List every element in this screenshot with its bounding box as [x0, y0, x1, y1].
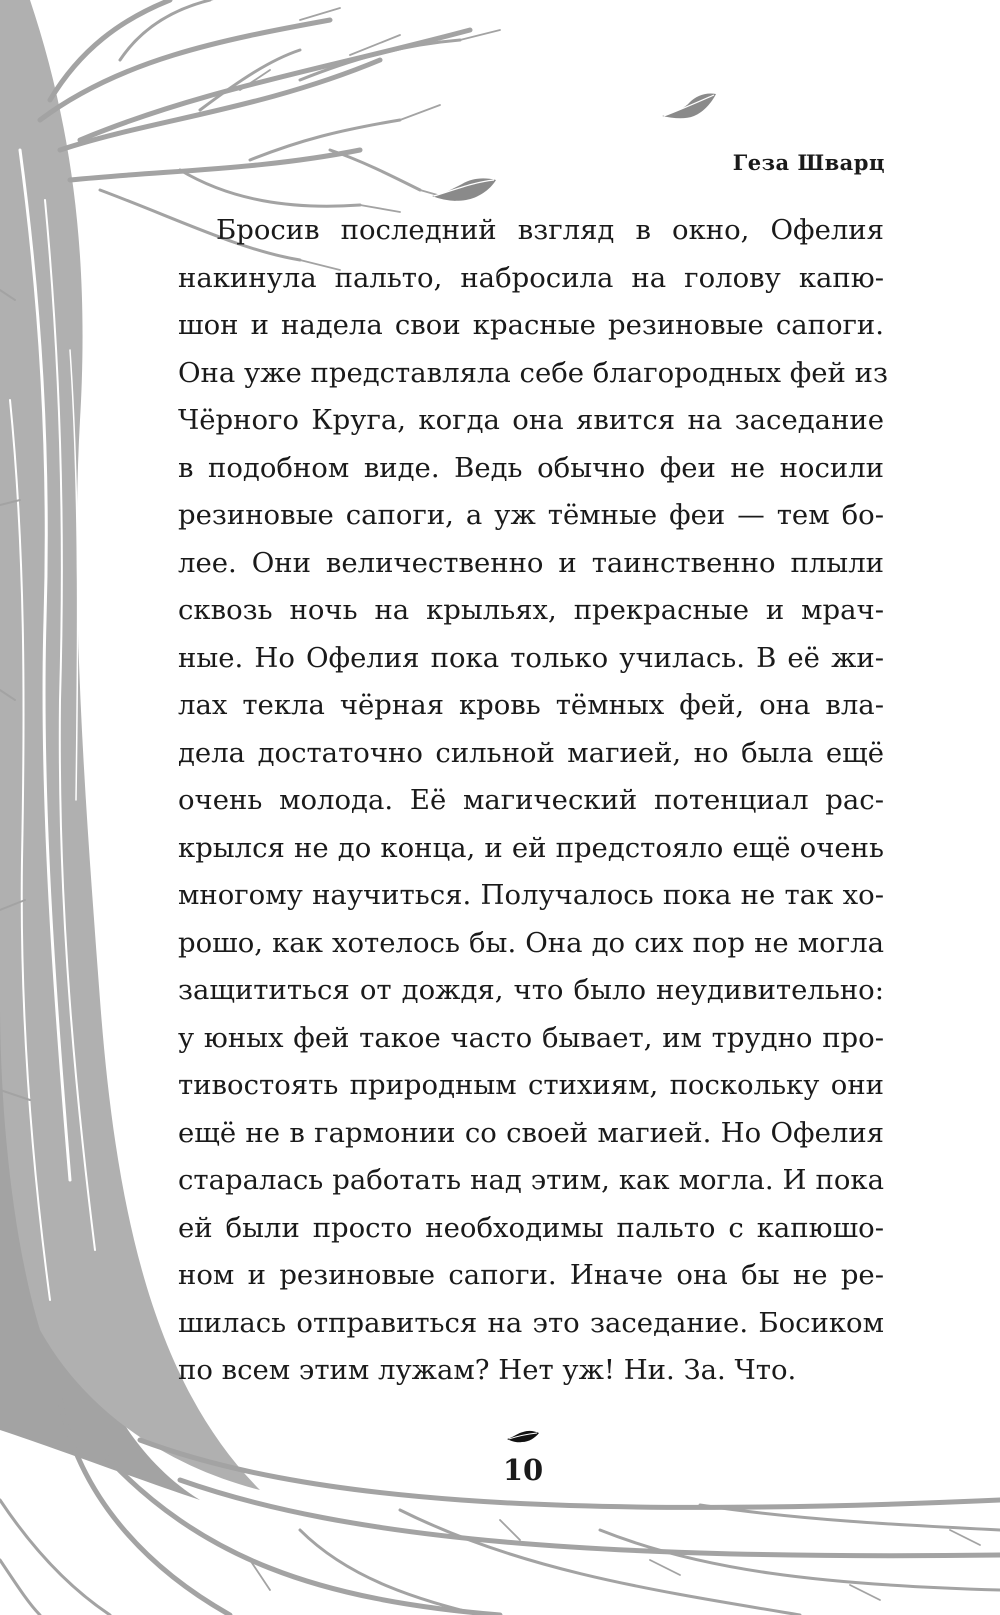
text-line: дела достаточно сильной магией, но была ещё [178, 736, 884, 769]
leaf-icon [430, 172, 500, 208]
text-line: крылся не до конца, и ей предстояло ещё очень [178, 831, 884, 864]
text-line: Она уже представляла себе благородных фей из [178, 356, 888, 389]
text-line: рошо, как хотелось бы. Она до сих пор не могла [178, 926, 884, 959]
text-line: по всем этим лужам? Нет уж! Ни. За. Что. [178, 1354, 797, 1386]
text-line: лах текла чёрная кровь тёмных фей, она вла- [178, 689, 884, 721]
text-line: многому научиться. Получалось пока не так хо- [178, 879, 884, 911]
text-line: накинула пальто, набросила на голову капю- [178, 261, 884, 294]
text-line: в подобном виде. Ведь обычно феи не носили [178, 451, 884, 484]
text-line: Бросив последний взгляд в окно, Офелия [216, 214, 884, 246]
text-line: сквозь ночь на крыльях, прекрасные и мрач- [178, 594, 884, 626]
body-text [178, 207, 888, 1395]
text-line: шон и надела свои красные резиновые сапоги. [178, 309, 884, 341]
page-number: 10 [502, 1453, 544, 1487]
text-line: защититься от дождя, что было неудивительно: [178, 974, 884, 1006]
text-line: резиновые сапоги, а уж тёмные феи — тем бо- [178, 499, 884, 531]
text-line: шилась отправиться на это заседание. Босиком [178, 1306, 884, 1339]
leaf-ornament-icon [506, 1427, 540, 1445]
running-header-author: Геза Шварц [732, 150, 885, 175]
text-line: старалась работать над этим, как могла. И пока [178, 1164, 884, 1196]
text-line: Чёрного Круга, когда она явится на заседание [178, 404, 884, 436]
text-line: ные. Но Офелия пока только училась. В её жи- [178, 641, 884, 674]
text-line: у юных фей такое часто бывает, им трудно про- [178, 1021, 884, 1054]
text-line: ном и резиновые сапоги. Иначе она бы не ре- [178, 1259, 884, 1291]
leaf-icon [660, 88, 720, 128]
text-line: лее. Они величественно и таинственно плыли [178, 546, 884, 579]
text-line: ещё не в гармонии со своей магией. Но Офелия [178, 1116, 884, 1149]
text-line: ей были просто необходимы пальто с капюшо- [178, 1211, 884, 1244]
text-line: очень молода. Её магический потенциал рас- [178, 784, 884, 816]
text-line: тивостоять природным стихиям, поскольку они [178, 1069, 884, 1101]
